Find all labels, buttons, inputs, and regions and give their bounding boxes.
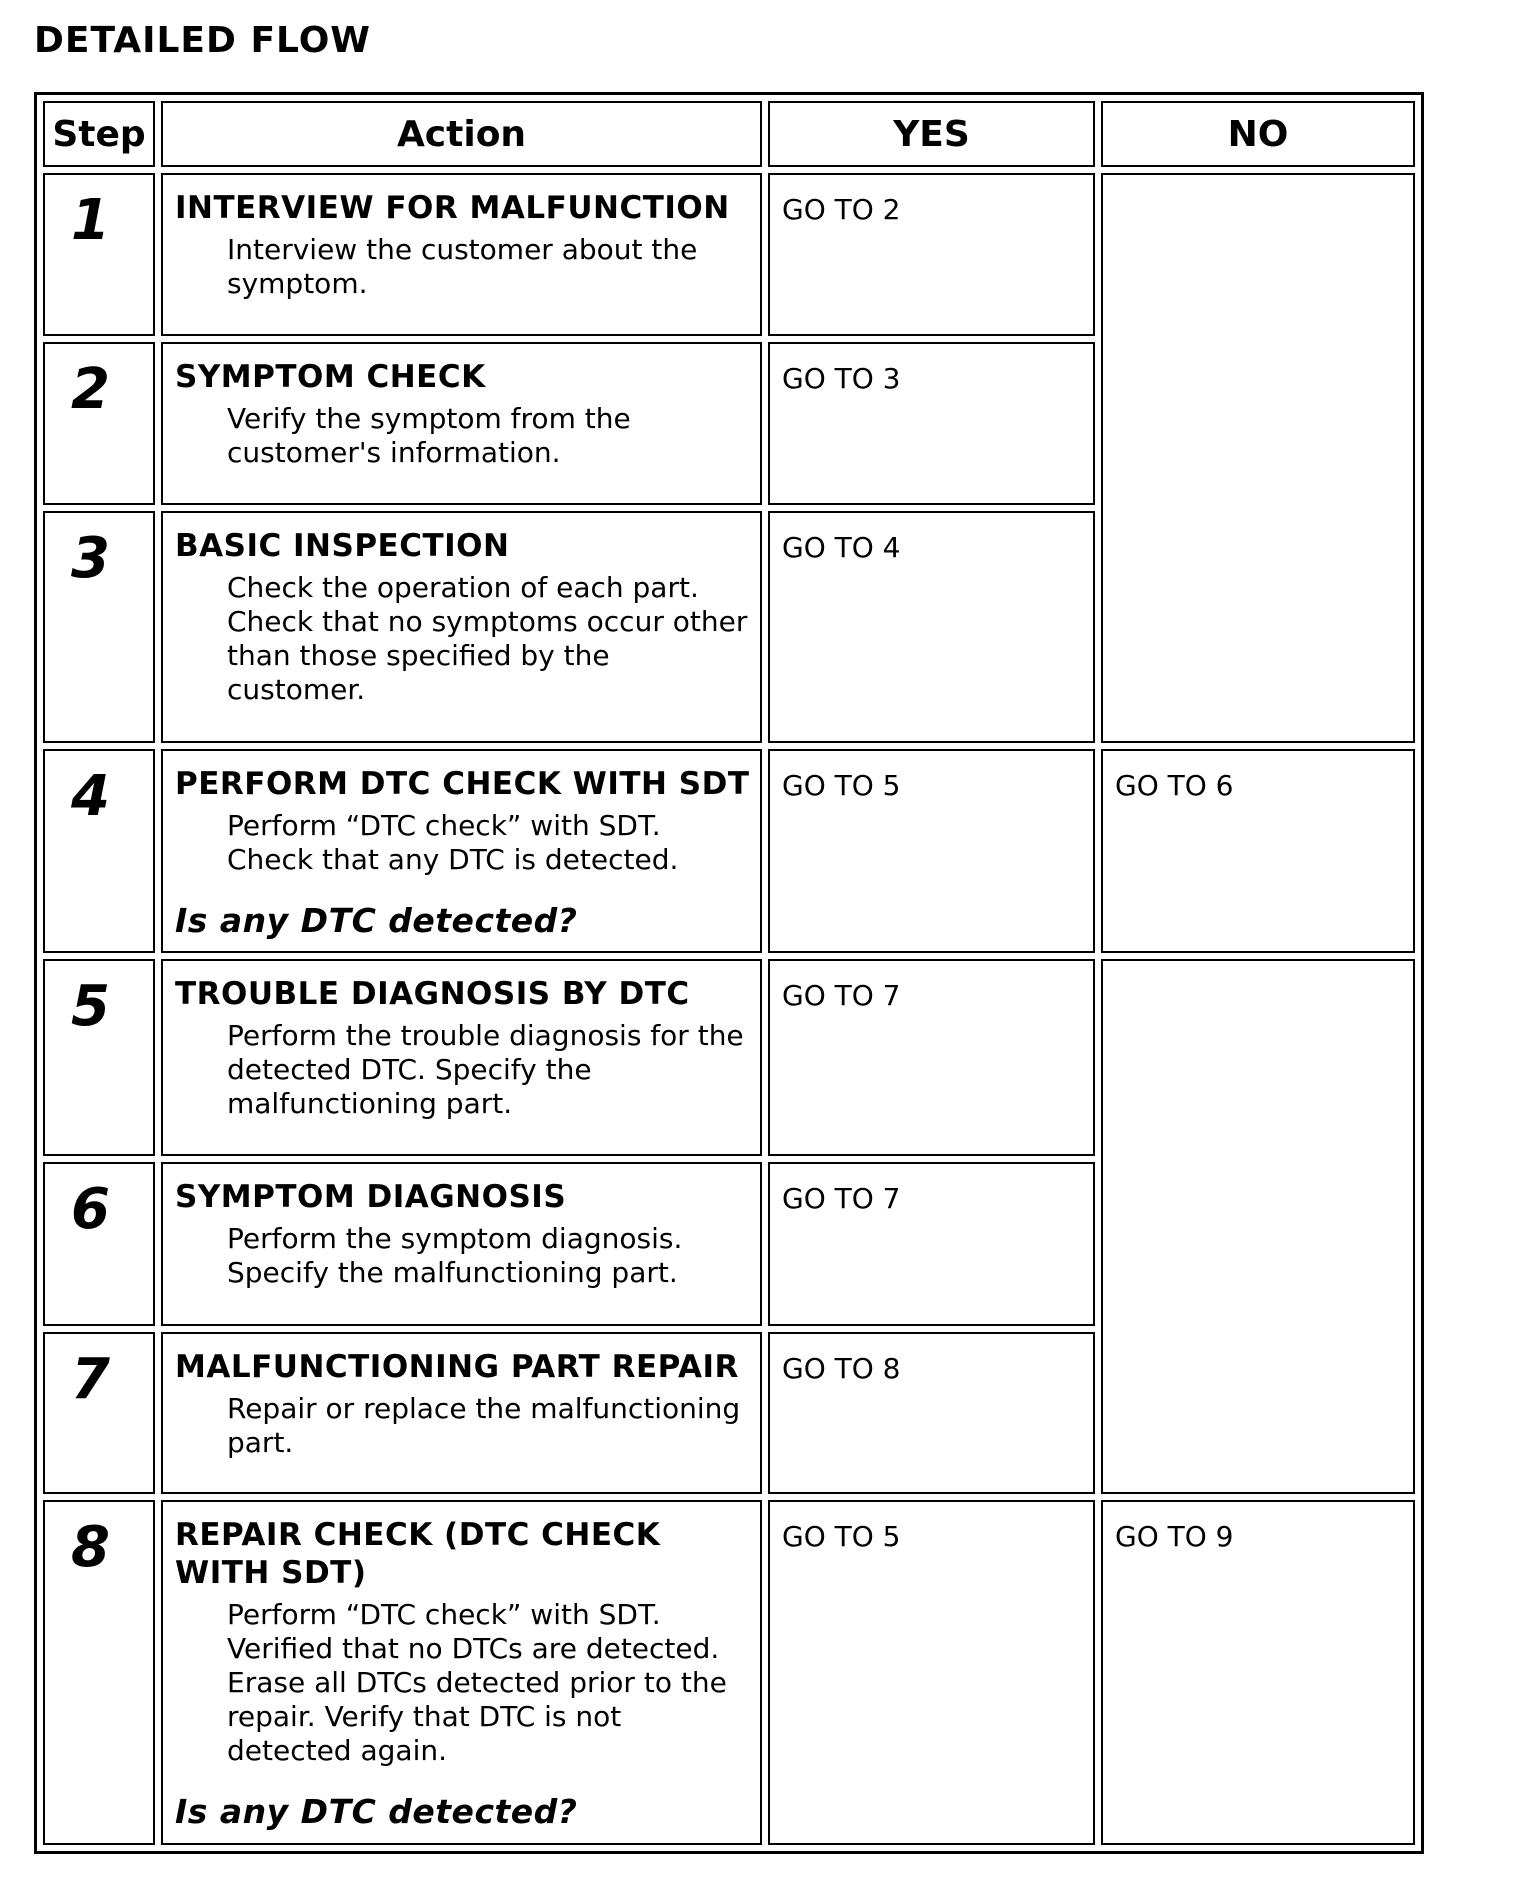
step-number: 5 xyxy=(71,973,110,1039)
step-title: PERFORM DTC CHECK WITH SDT xyxy=(175,765,750,802)
detailed-flow-table xyxy=(34,92,1424,1854)
step-row-4 xyxy=(43,749,1415,953)
step-title: SYMPTOM DIAGNOSIS xyxy=(175,1178,567,1215)
step-row-8 xyxy=(43,1500,1415,1845)
step-row-1 xyxy=(43,173,1415,336)
header-row xyxy=(43,101,1415,167)
step-number: 8 xyxy=(71,1515,110,1581)
no-goto: GO TO 9 xyxy=(1115,1520,1234,1554)
header-no: NO xyxy=(1101,101,1415,167)
page-title: DETAILED FLOW xyxy=(34,20,371,61)
step-question: Is any DTC detected? xyxy=(175,900,578,940)
step-number: 4 xyxy=(71,763,110,829)
step-description: Perform “DTC check” with SDT. Verified that no DTCs are detected. Erase all DTCs detected prior to the repair. Verify that DTC is not detected again. xyxy=(227,1598,727,1768)
yes-goto: GO TO 4 xyxy=(782,530,901,564)
step-title: INTERVIEW FOR MALFUNCTION xyxy=(175,190,730,227)
step-title: BASIC INSPECTION xyxy=(175,527,510,564)
step-number: 2 xyxy=(71,357,110,423)
no-goto: GO TO 6 xyxy=(1115,768,1234,802)
step-title: REPAIR CHECK (DTC CHECK WITH SDT) xyxy=(175,1517,661,1592)
yes-goto: GO TO 7 xyxy=(782,978,901,1012)
step-description: Perform the trouble diagnosis for the detected DTC. Specify the malfunctioning part. xyxy=(227,1018,744,1120)
step-question: Is any DTC detected? xyxy=(175,1792,578,1832)
step-title: MALFUNCTIONING PART REPAIR xyxy=(175,1348,739,1385)
yes-goto: GO TO 7 xyxy=(782,1181,901,1215)
step-description: Perform the symptom diagnosis. Specify the malfunctioning part. xyxy=(227,1221,683,1289)
yes-goto: GO TO 3 xyxy=(782,362,901,396)
step-description: Check the operation of each part. Check that no symptoms occur other than those specified by the customer. xyxy=(227,570,748,706)
no-cell-empty xyxy=(1101,959,1415,1494)
step-number: 6 xyxy=(71,1176,110,1242)
header-step: Step xyxy=(43,101,155,167)
yes-goto: GO TO 2 xyxy=(782,193,901,227)
step-row-5 xyxy=(43,959,1415,1156)
step-title: SYMPTOM CHECK xyxy=(175,359,486,396)
header-action: Action xyxy=(161,101,762,167)
no-cell-empty xyxy=(1101,173,1415,743)
step-description: Interview the customer about the symptom. xyxy=(227,233,698,301)
step-description: Verify the symptom from the customer's information. xyxy=(227,402,631,470)
header-yes: YES xyxy=(768,101,1095,167)
step-number: 7 xyxy=(71,1346,110,1412)
step-title: TROUBLE DIAGNOSIS BY DTC xyxy=(175,975,690,1012)
step-description: Perform “DTC check” with SDT. Check that any DTC is detected. xyxy=(227,808,679,876)
yes-goto: GO TO 8 xyxy=(782,1351,901,1385)
yes-goto: GO TO 5 xyxy=(782,768,901,802)
step-number: 1 xyxy=(71,188,110,254)
yes-goto: GO TO 5 xyxy=(782,1520,901,1554)
step-number: 3 xyxy=(71,525,110,591)
step-description: Repair or replace the malfunctioning part. xyxy=(227,1391,741,1459)
